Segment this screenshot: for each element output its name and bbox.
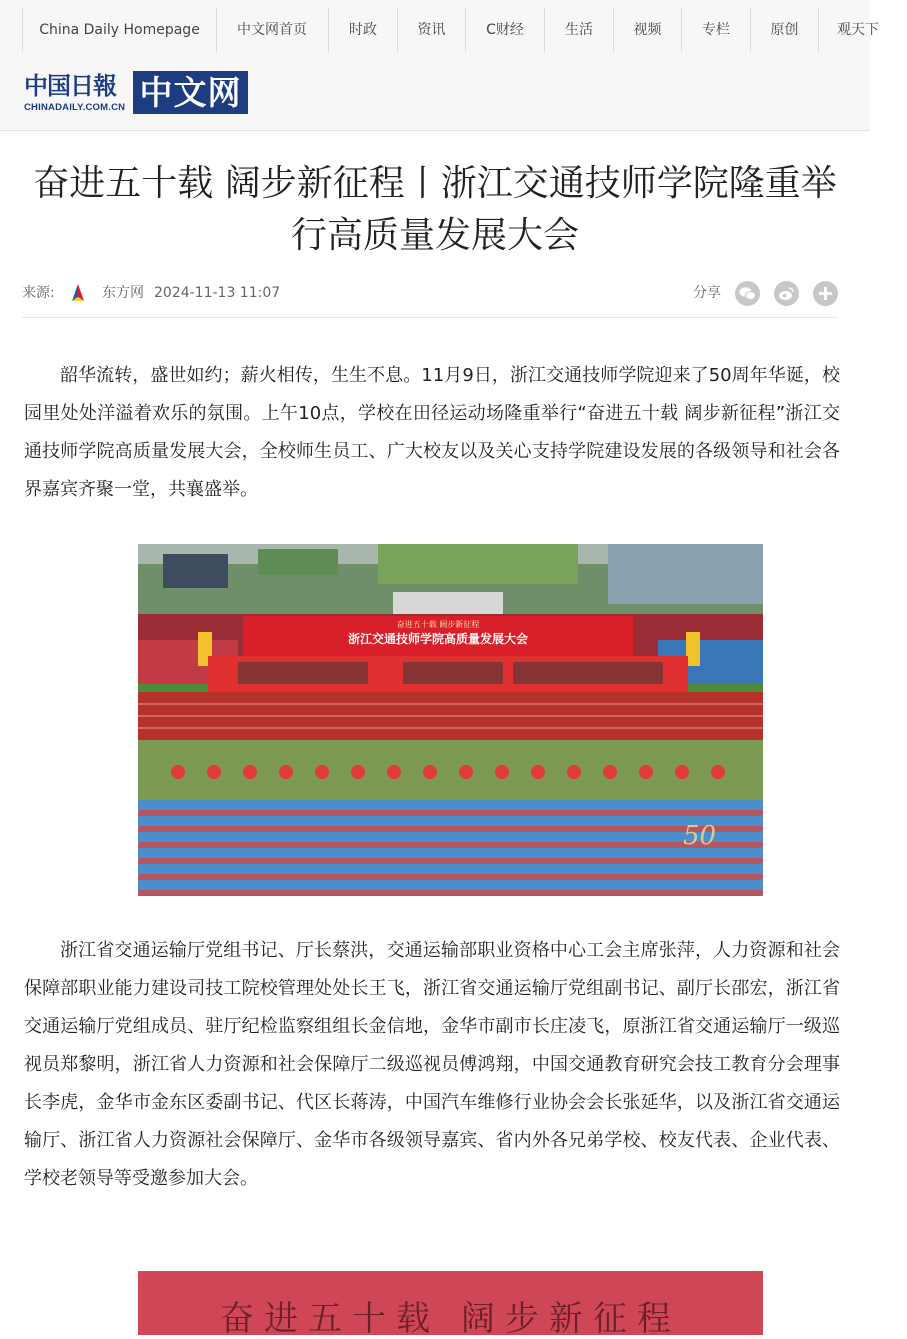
nav-column[interactable]: 专栏 [682,8,751,52]
nav-video[interactable]: 视频 [614,8,682,52]
nav-news[interactable]: 资讯 [398,8,466,52]
weibo-icon[interactable] [774,281,799,306]
source-name[interactable]: 东方网 [102,285,144,301]
nav-original[interactable]: 原创 [751,8,819,52]
nav-china-daily-homepage[interactable]: China Daily Homepage [22,8,217,52]
share-label: 分享 [693,285,721,301]
nav-chinese-homepage[interactable]: 中文网首页 [216,8,329,52]
article-photo-ceremony [138,544,763,896]
meta-divider [22,317,838,318]
logo-chinese-name: 中国日報 [24,71,116,100]
more-icon[interactable] [813,281,838,306]
article-title: 奋进五十载 阔步新征程丨浙江交通技师学院隆重举行高质量发展大会 [33,163,837,256]
article-meta [22,282,838,304]
top-nav [0,0,879,59]
banner-caption: 奋进五十载 阔步新征程 [220,1299,681,1339]
nav-world[interactable]: 观天下 [837,22,879,38]
nav-finance[interactable]: C财经 [466,8,545,52]
logo-domain: CHINADAILY.COM.CN [24,102,126,113]
source-logo-icon [68,283,88,303]
logo-band [0,58,870,131]
publish-datetime: 2024-11-13 11:07 [154,285,281,301]
article-photo-banner [138,1271,763,1339]
nav-politics[interactable]: 时政 [329,8,398,52]
wechat-icon[interactable] [735,281,760,306]
nav-life[interactable]: 生活 [545,8,614,52]
stage-title: 浙江交通技师学院高质量发展大会 [347,632,529,646]
article-paragraph-1: 韶华流转，盛世如约；薪火相传，生生不息。11月9日，浙江交通技师学院迎来了50周年华诞，校园里处处洋溢着欢乐的氛围。上午10点，学校在田径运动场隆重举行“奋进五十载 阔步新征程”浙江交通技师学院高质量发展大会，全校师生员工、广大校友以及关心支持学院建设发展的各级领导和社会各界嘉宾齐聚一堂，共襄盛举。 [24,365,840,500]
stage-subtitle: 奋进五十载 阔步新征程 [396,620,480,629]
anniversary-badge: 50 [683,821,717,851]
source-label: 来源: [22,285,55,301]
article-paragraph-2: 浙江省交通运输厅党组书记、厅长蔡洪，交通运输部职业资格中心工会主席张萍，人力资源和社会保障部职业能力建设司技工院校管理处处长王飞，浙江省交通运输厅党组副书记、副厅长邵宏，浙江省交通运输厅党组成员、驻厅纪检监察组组长金信地，金华市副市长庄凌飞，原浙江省交通运输厅一级巡视员郑黎明，浙江省人力资源和社会保障厅二级巡视员傅鸿翔，中国交通教育研究会技工教育分会理事长李虎，金华市金东区委副书记、代区长蒋涛，中国汽车维修行业协会会长张延华，以及浙江省交通运输厅、浙江省人力资源社会保障厅、金华市各级领导嘉宾、省内外各兄弟学校、校友代表、企业代表、学校老领导等受邀参加大会。 [24,940,840,1189]
logo-site-name: 中文网 [133,71,248,114]
